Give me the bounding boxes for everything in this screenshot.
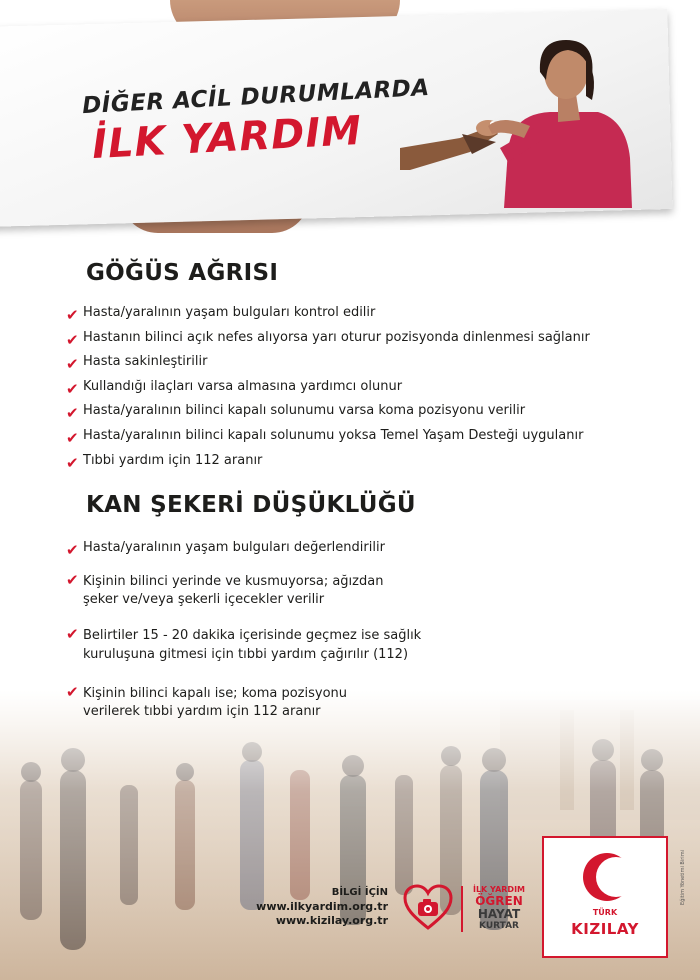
red-checkmark-icon: ✔ xyxy=(66,379,79,398)
info-title: BİLGİ İÇİN xyxy=(331,887,388,898)
slogan-block: İLK YARDIM ÖĞREN HAYAT KURTAR xyxy=(472,885,525,931)
heart-camera-icon xyxy=(403,884,453,930)
list-item: ✔ Hasta/yaralının bilinci kapalı solunumu varsa koma pozisyonu verilir xyxy=(66,403,526,423)
org-name: KIZILAY xyxy=(571,920,639,938)
section-title-low-blood-sugar: KAN ŞEKERİ DÜŞÜKLÜĞÜ xyxy=(86,492,416,518)
red-checkmark-icon: ✔ xyxy=(66,571,79,589)
list-item: ✔ Hasta/yaralının yaşam bulguları değerlendirilir xyxy=(66,540,385,559)
red-checkmark-icon: ✔ xyxy=(66,355,79,374)
link-kizilay[interactable]: www.kizilay.org.tr xyxy=(275,914,388,927)
section-title-chest-pain: GÖĞÜS AĞRISI xyxy=(86,260,279,286)
red-checkmark-icon: ✔ xyxy=(66,404,79,423)
low-blood-sugar-list xyxy=(66,540,421,728)
list-item: ✔ Hastanın bilinci açık nefes alıyorsa yarı oturur pozisyonda dinlenmesi sağlanır xyxy=(66,329,590,349)
list-item: ✔ Belirtiler 15 - 20 dakika içerisinde geçmez ise sağlık kuruluşuna gitmesi için tıbbi yardım çağırılır (112) xyxy=(66,625,422,662)
red-checkmark-icon: ✔ xyxy=(66,453,79,472)
red-checkmark-icon: ✔ xyxy=(66,683,79,701)
header-subtitle: DİĞER ACİL DURUMLARDA xyxy=(81,74,431,120)
info-block xyxy=(256,886,388,928)
kizilay-logo-box xyxy=(542,836,668,958)
red-checkmark-icon: ✔ xyxy=(66,428,79,447)
link-ilkyardim[interactable]: www.ilkyardim.org.tr xyxy=(256,900,388,913)
org-prefix: TÜRK xyxy=(592,908,618,917)
list-item: ✔ Kişinin bilinci yerinde ve kusmuyorsa; ağızdan şeker ve/veya şekerli içecekler verilir xyxy=(66,571,384,607)
list-item: ✔ Hasta/yaralının bilinci kapalı solunumu yoksa Temel Yaşam Desteği uygulanır xyxy=(66,427,584,447)
header-title: İLK YARDIM xyxy=(90,107,364,169)
list-item: ✔ Kullandığı ilaçları varsa almasına yardımcı olunur xyxy=(66,378,403,398)
credit-text: Eğitim Yönetimi Birimi xyxy=(680,850,686,905)
list-item: ✔ Tıbbi yardım için 112 aranır xyxy=(66,452,263,472)
logo-divider xyxy=(461,886,463,932)
red-checkmark-icon: ✔ xyxy=(66,306,79,324)
woman-taking-pill-photo xyxy=(400,30,660,210)
list-item: ✔ Hasta/yaralının yaşam bulguları kontrol edilir xyxy=(66,305,376,324)
list-item: ✔ Hasta sakinleştirilir xyxy=(66,354,208,374)
chest-pain-list xyxy=(66,305,590,477)
red-checkmark-icon: ✔ xyxy=(66,541,79,559)
red-crescent-icon xyxy=(580,850,634,904)
list-item: ✔ Kişinin bilinci kapalı ise; koma pozisyonu verilerek tıbbi yardım için 112 aranır xyxy=(66,683,348,719)
red-checkmark-icon: ✔ xyxy=(66,330,79,349)
red-checkmark-icon: ✔ xyxy=(66,625,79,643)
